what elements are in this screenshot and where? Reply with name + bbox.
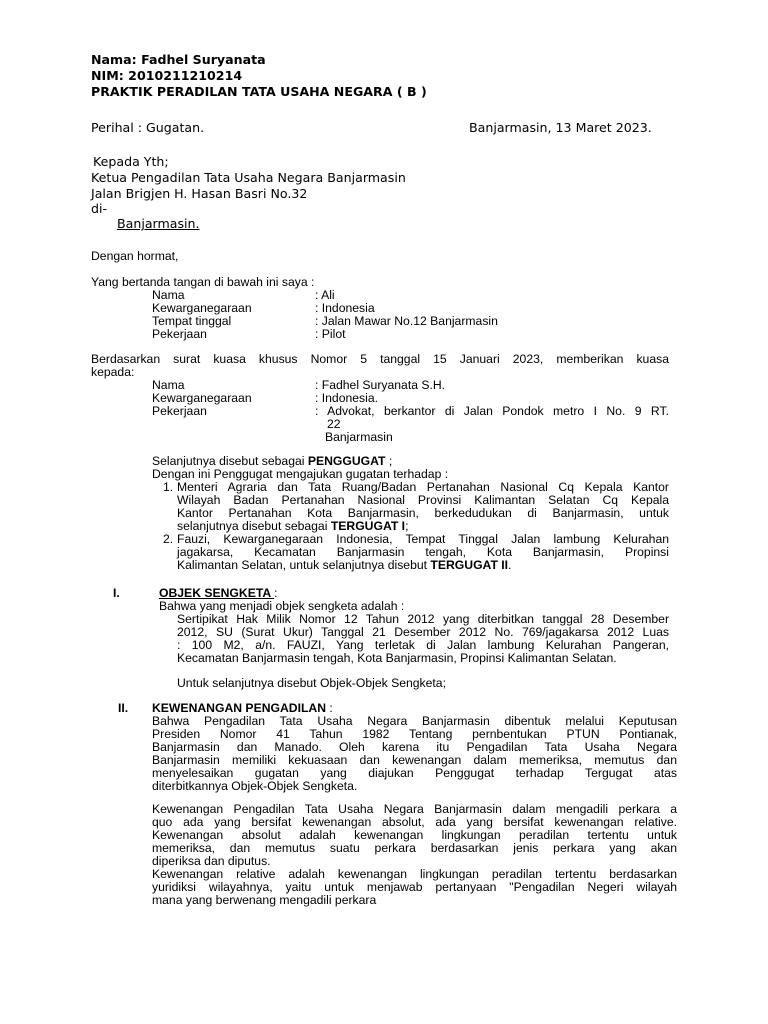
kuasa-nama-label: Nama [152,378,185,392]
section-1-number: I. [113,586,120,600]
defendant-1-line1: Menteri Agraria dan Tata Ruang/Badan Pertanahan Nasional Cq Kepala Kantor [177,480,669,494]
section-1-intro: Bahwa yang menjadi objek sengketa adalah : [159,599,405,613]
section-2-number: II. [118,701,129,715]
section-2-p3-line1: Kewenangan relative adalah kewenangan lingkungan peradilan tertentu berdasarkan [152,867,677,881]
section-2-p1-line4: Banjarmasin memiliki kekuasaan dan kewenangan dalam memeriksa, memutus dan [152,753,677,767]
section-1-line4: Kecamatan Banjarmasin tengah, Kota Banjarmasin, Propinsi Kalimantan Selatan. [177,651,617,665]
defendant-2-line2: jagakarsa, Kecamatan Banjarmasin tengah, Kota Banjarmasin, Propinsi [177,545,669,559]
kuasa-nama-value: : Fadhel Suryanata S.H. [315,378,446,392]
intro-line: Yang bertanda tangan di bawah ini saya : [91,275,315,289]
penggugat-suffix: ; [385,454,393,468]
plaintiff-kerja-label: Pekerjaan [152,327,207,341]
section-1-line3: : 100 M2, a/n. FAUZI, Yang terletak di Jalan lambung Kelurahan Pangeran, [177,638,669,652]
recipient-kepada: Kepada Yth; [93,154,169,169]
kuasa-kerja-value-1: : Advokat, berkantor di Jalan Pondok metro I No. 9 RT. [315,404,669,418]
author-nim: NIM: 2010211210214 [91,68,243,83]
penggugat-line2: Dengan ini Penggugat mengajukan gugatan terhadap : [152,467,449,481]
section-2-colon: : [326,701,333,715]
defendant-2-line1: Fauzi, Kewarganegaraan Indonesia, Tempat Tinggal Jalan lambung Kelurahan [177,532,669,546]
plaintiff-warga-value: : Indonesia [315,301,375,315]
plaintiff-kerja-value: : Pilot [315,327,346,341]
tergugat-2-term: TERGUGAT II [430,558,509,572]
section-2-p2-line4: memeriksa, dan memutus suatu perkara berdasarkan jenis perkara yang akan [152,841,677,855]
section-2-p2-line2: quo ada yang bersifat kewenangan absolut, ada yang bersifat kewenangan relative. [152,815,677,829]
defendant-2-number: 2. [163,532,174,546]
section-2-p1-line6: diterbitkannya Objek-Objek Sengketa. [152,779,358,793]
author-name: Nama: Fadhel Suryanata [91,52,266,67]
plaintiff-tinggal-value: : Jalan Mawar No.12 Banjarmasin [315,314,498,328]
kuasa-warga-label: Kewarganegaraan [152,391,252,405]
recipient-di: di- [91,201,108,216]
plaintiff-nama-label: Nama [152,288,185,302]
penggugat-prefix: Selanjutnya disebut sebagai [152,454,308,468]
section-1-title: OBJEK SENGKETA [159,586,275,600]
tergugat-1-term: TERGUGAT I [330,519,406,533]
kuasa-warga-value: : Indonesia. [315,391,379,405]
section-1-line2: 2012, SU (Surat Ukur) Tanggal 21 Desember 2012 No. 769/jagakarsa 2012 Luas [177,625,669,639]
section-2-p2-line1: Kewenangan Pengadilan Tata Usaha Negara Banjarmasin dalam mengadili perkara a [152,802,677,816]
section-2-p1-line5: menyelesaikan gugatan yang diajukan Penggugat terhadap Tergugat atas [152,766,677,780]
defendant-1-number: 1. [163,480,174,494]
section-2-p3-line3: mana yang berwenang mengadili perkara [152,893,377,907]
recipient-line2: Jalan Brigjen H. Hasan Basri No.32 [91,186,308,201]
kuasa-line1: Berdasarkan surat kuasa khusus Nomor 5 tanggal 15 Januari 2023, memberikan kuasa [91,352,669,366]
section-2-p2-line5: diperiksa dan diputus. [152,854,271,868]
defendant-2-line3 [177,559,511,572]
plaintiff-tinggal-label: Tempat tinggal [152,314,232,328]
section-2-p1-line2: Presiden Nomor 41 Tahun 1982 Tentang pernbentukan PTUN Pontianak, [152,727,677,741]
recipient-city: Banjarmasin. [117,216,200,231]
recipient-line1: Ketua Pengadilan Tata Usaha Negara Banjarmasin [91,170,406,185]
perihal: Perihal : Gugatan. [91,120,205,135]
section-2-p1-line1: Bahwa Pengadilan Tata Usaha Negara Banjarmasin dibentuk melalui Keputusan [152,714,677,728]
section-1-line1: Sertipikat Hak Milik Nomor 12 Tahun 2012 yang diterbitkan tanggal 28 Desember [177,612,669,626]
defendant-2-prefix: Kalimantan Selatan, untuk selanjutnya disebut [177,558,431,572]
greeting: Dengan hormat, [91,249,179,263]
plaintiff-nama-value: : Ali [315,288,335,302]
plaintiff-warga-label: Kewarganegaraan [152,301,252,315]
section-1-closing: Untuk selanjutnya disebut Objek-Objek Sengketa; [177,676,446,690]
defendant-1-suffix: ; [405,519,409,533]
defendant-2-suffix: . [508,558,512,572]
kuasa-kerja-label: Pekerjaan [152,404,207,418]
penggugat-term: PENGGUGAT [307,454,386,468]
section-2-p3-line2: yuridiksi wilayahnya, yaitu untuk menjawab pertanyaan "Pengadilan Negeri wilayah [152,880,677,894]
section-2-p2-line3: Kewenangan absolut adalah kewenangan lingkungan peradilan tertentu untuk [152,828,677,842]
kuasa-kerja-value-3: Banjarmasin [325,430,393,444]
defendant-1-prefix: selanjutnya disebut sebagai [177,519,331,533]
kuasa-line2: kepada: [91,365,135,379]
section-2-p1-line3: Banjarmasin dan Manado. Oleh karena itu Pengadilan Tata Usaha Negara [152,740,677,754]
document-title: PRAKTIK PERADILAN TATA USAHA NEGARA ( B ) [91,84,427,99]
place-date: Banjarmasin, 13 Maret 2023. [469,120,652,135]
defendant-1-line2: Wilayah Badan Pertanahan Nasional Provinsi Kalimantan Selatan Cq Kepala [177,493,669,507]
kuasa-kerja-value-2: 22 [327,417,341,431]
defendant-1-line3: Kantor Pertanahan Kota Banjarmasin, berkedudukan di Banjarmasin, untuk [177,506,669,520]
section-2-title: KEWENANGAN PENGADILAN [152,701,327,715]
section-1-colon: : [274,586,278,600]
